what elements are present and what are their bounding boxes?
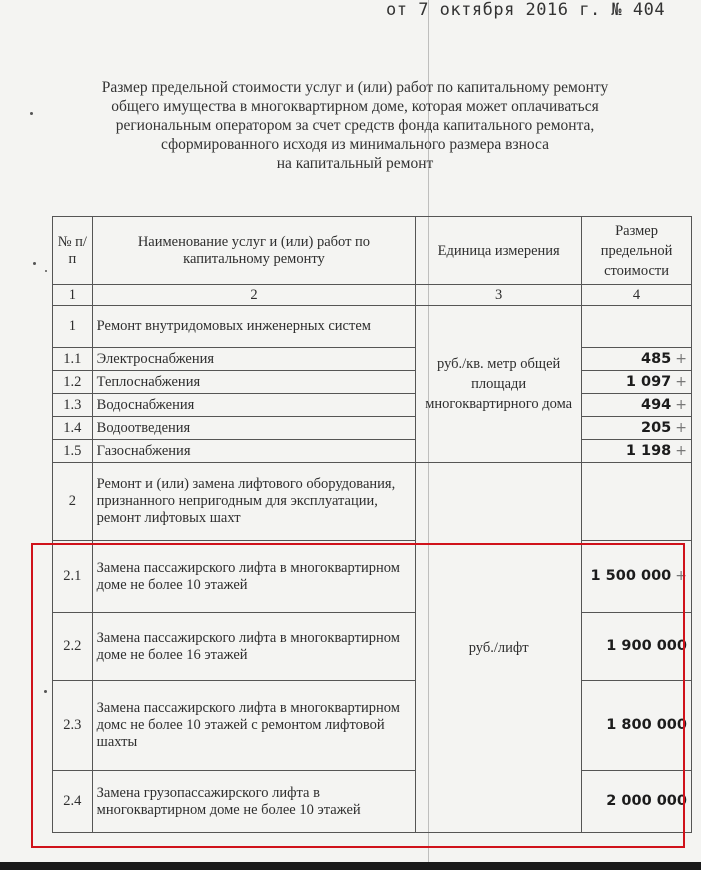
- row-name: Ремонт и (или) замена лифтового оборудования, признанного непригодным для эксплуатации, ремонт лифтовых шахт: [92, 463, 416, 541]
- table-row: [53, 348, 692, 371]
- title-line: общего имущества в многоквартирном доме, которая может оплачиваться: [111, 98, 599, 115]
- price-value: 1 198: [625, 442, 672, 459]
- row-name: Теплоснабжения: [92, 371, 416, 394]
- handwritten-mark: +: [675, 419, 687, 436]
- title-line: Размер предельной стоимости услуг и (или) работ по капитальному ремонту: [101, 79, 609, 96]
- col-number: 2: [92, 285, 416, 306]
- scan-speck: [45, 270, 47, 272]
- table-row: [53, 541, 692, 613]
- row-price: [582, 541, 692, 613]
- row-price: [582, 417, 692, 440]
- row-num: 1.3: [53, 394, 93, 417]
- table-row: [53, 394, 692, 417]
- row-name: Ремонт внутридомовых инженерных систем: [92, 306, 416, 348]
- row-name: Водоотведения: [92, 417, 416, 440]
- table-row: [53, 681, 692, 771]
- col-number: 1: [53, 285, 93, 306]
- row-num: 2.2: [53, 613, 93, 681]
- price-value: 1 800 000: [606, 717, 687, 733]
- row-price: [582, 348, 692, 371]
- handwritten-mark: +: [675, 373, 687, 390]
- header-name: Наименование услуг и (или) работ по капитальному ремонту: [92, 217, 416, 285]
- scan-speck: [33, 262, 36, 265]
- bottom-edge: [0, 862, 701, 870]
- table-row: [53, 613, 692, 681]
- row-price: [582, 613, 692, 681]
- handwritten-mark: +: [675, 442, 687, 459]
- row-price: [582, 306, 692, 348]
- price-value: 485: [640, 350, 672, 367]
- row-price: [582, 463, 692, 541]
- handwritten-mark: +: [675, 396, 687, 413]
- handwritten-mark: +: [675, 568, 687, 584]
- header-unit: Единица измерения: [416, 217, 582, 285]
- row-num: 1.1: [53, 348, 93, 371]
- row-num: 2: [53, 463, 93, 541]
- price-value: 2 000 000: [606, 793, 687, 809]
- table-row: [53, 306, 692, 348]
- row-num: 1.2: [53, 371, 93, 394]
- row-name: Замена пассажирского лифта в многоквартирном домс не более 10 этажей с ремонтом лифтовой шахты: [92, 681, 416, 771]
- title-line: на капитальный ремонт: [276, 155, 434, 172]
- table-row: [53, 440, 692, 463]
- row-num: 2.1: [53, 541, 93, 613]
- order-date-line: от 7 октября 2016 г. № 404: [386, 0, 666, 20]
- column-number-row: [53, 285, 692, 306]
- scan-speck: [30, 112, 33, 115]
- unit-cell: руб./лифт: [416, 463, 582, 833]
- cost-table: [52, 216, 692, 833]
- row-price: [582, 371, 692, 394]
- row-price: [582, 440, 692, 463]
- table-header-row: [53, 217, 692, 285]
- price-value: 494: [640, 396, 672, 413]
- row-name: Замена пассажирского лифта в многоквартирном доме не более 16 этажей: [92, 613, 416, 681]
- table-row: [53, 371, 692, 394]
- row-num: 1.4: [53, 417, 93, 440]
- row-name: Замена грузопассажирского лифта в многоквартирном доме не более 10 этажей: [92, 771, 416, 833]
- row-price: [582, 771, 692, 833]
- row-price: [582, 394, 692, 417]
- row-num: 1: [53, 306, 93, 348]
- table-row: [53, 771, 692, 833]
- handwritten-mark: +: [675, 350, 687, 367]
- table-row: [53, 417, 692, 440]
- row-num: 2.3: [53, 681, 93, 771]
- col-number: 3: [416, 285, 582, 306]
- row-num: 1.5: [53, 440, 93, 463]
- row-name: Водоснабжения: [92, 394, 416, 417]
- header-price: Размер предельной стоимости: [582, 217, 692, 285]
- row-price: [582, 681, 692, 771]
- col-number: 4: [582, 285, 692, 306]
- title-line: региональным оператором за счет средств фонда капитального ремонта,: [115, 117, 595, 134]
- title-line: сформированного исходя из минимального размера взноса: [161, 136, 549, 153]
- table-row: [53, 463, 692, 541]
- price-value: 205: [640, 419, 672, 436]
- price-value: 1 500 000: [590, 568, 672, 584]
- row-name: Газоснабжения: [92, 440, 416, 463]
- unit-cell: руб./кв. метр общей площади многоквартирного дома: [416, 306, 582, 463]
- row-num: 2.4: [53, 771, 93, 833]
- document-title: [40, 78, 670, 173]
- header-num: № п/п: [53, 217, 93, 285]
- row-name: Электроснабжения: [92, 348, 416, 371]
- scan-speck: [44, 690, 47, 693]
- price-value: 1 097: [625, 373, 672, 390]
- price-value: 1 900 000: [606, 638, 687, 654]
- row-name: Замена пассажирского лифта в многоквартирном доме не более 10 этажей: [92, 541, 416, 613]
